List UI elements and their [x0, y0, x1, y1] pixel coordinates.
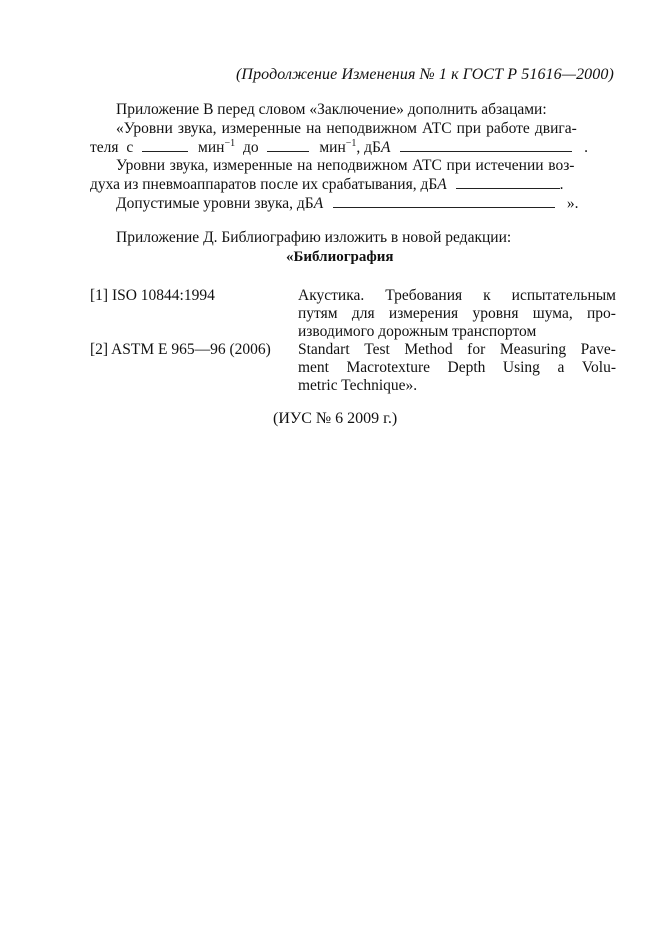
- bibliography-ref-2-id: [2] ASTM E 965—96 (2006): [90, 341, 271, 358]
- word: Depth: [447, 359, 486, 376]
- unit-min-label-2: мин: [319, 139, 346, 156]
- bibliography-ref-1-id: [1] ISO 10844:1994: [90, 287, 215, 304]
- paragraph-3: [116, 194, 579, 213]
- ref-1-line-2: [298, 305, 616, 323]
- sound-level-blank-1: [400, 138, 572, 152]
- period-1: .: [584, 139, 589, 156]
- unit-min-1: [198, 139, 235, 156]
- word: Акустика.: [298, 287, 365, 304]
- ref-2-line-2: [298, 359, 616, 377]
- sound-level-blank-2: [456, 175, 560, 189]
- paragraph-2-line-2: [90, 175, 563, 194]
- text-do: до: [242, 139, 259, 156]
- paragraph-1-line-1-text: «Уровни звука, измеренные на неподвижном АТС при работе двига-: [116, 120, 577, 137]
- word: про-: [587, 305, 616, 322]
- word: к: [483, 287, 491, 304]
- text-dba-italic-a: А: [380, 139, 391, 156]
- ref-2-line-3: [298, 377, 616, 395]
- word: Macrotexture: [346, 359, 430, 376]
- paragraph-3-italic-a: А: [313, 195, 324, 212]
- word: измерения: [388, 305, 459, 322]
- paragraph-1-line-1: [116, 120, 616, 138]
- word: для: [351, 305, 375, 322]
- word: Требования: [385, 287, 463, 304]
- continuation-header: (Продолжение Изменения № 1 к ГОСТ Р 51616—2000): [236, 66, 614, 83]
- word: Standart: [298, 341, 350, 358]
- word: for: [467, 341, 486, 358]
- word: изводимого дорожным транспортом: [298, 323, 537, 340]
- ref-2-line-1: [298, 341, 616, 359]
- paragraph-2-italic-a: А: [437, 176, 447, 193]
- appendix-v-intro: Приложение В перед словом «Заключение» дополнить абзацами:: [116, 101, 547, 118]
- closing-quote: ».: [566, 195, 579, 212]
- ref-1-line-3: [298, 323, 616, 341]
- paragraph-3-text: Допустимые уровни звука, дБ: [116, 195, 314, 212]
- paragraph-2-line-2-text: духа из пневмоаппаратов после их срабатывания, дБ: [90, 176, 438, 193]
- word: Using: [502, 359, 540, 376]
- word: путям: [298, 305, 338, 322]
- paragraph-1-line-2: [90, 138, 616, 157]
- paragraph-2-line-1: Уровни звука, измеренные на неподвижном АТС при истечении воз-: [116, 157, 575, 174]
- word: Test: [364, 341, 390, 358]
- word: Volu-: [581, 359, 616, 376]
- superscript-minus-one-1: −1: [224, 138, 236, 149]
- rpm-to-blank: [267, 138, 309, 152]
- word: metric Technique».: [298, 377, 418, 394]
- bibliography-ref-1-text: [298, 287, 616, 341]
- word: Pave-: [580, 341, 616, 358]
- ius-reference: (ИУС № 6 2009 г.): [273, 410, 398, 427]
- word: испытательным: [511, 287, 616, 304]
- superscript-minus-one-2: −1: [345, 138, 357, 149]
- word: шума,: [532, 305, 573, 322]
- appendix-d-intro: Приложение Д. Библиографию изложить в новой редакции:: [116, 229, 512, 246]
- word: Method: [404, 341, 453, 358]
- ref-1-line-1: [298, 287, 616, 305]
- word: Measuring: [499, 341, 567, 358]
- sound-level-blank-3: [333, 194, 555, 208]
- period-2: .: [559, 176, 564, 193]
- bibliography-title: «Библиография: [286, 249, 394, 265]
- rpm-from-blank: [142, 138, 188, 152]
- unit-min-2: [319, 139, 356, 156]
- word: уровня: [472, 305, 519, 322]
- text-dba: , дБ: [356, 139, 381, 156]
- word: a: [557, 359, 565, 376]
- bibliography-ref-2-text: [298, 341, 616, 395]
- unit-min-label-1: мин: [198, 139, 225, 156]
- text-telya-s: теля с: [90, 139, 134, 156]
- word: ment: [298, 359, 329, 376]
